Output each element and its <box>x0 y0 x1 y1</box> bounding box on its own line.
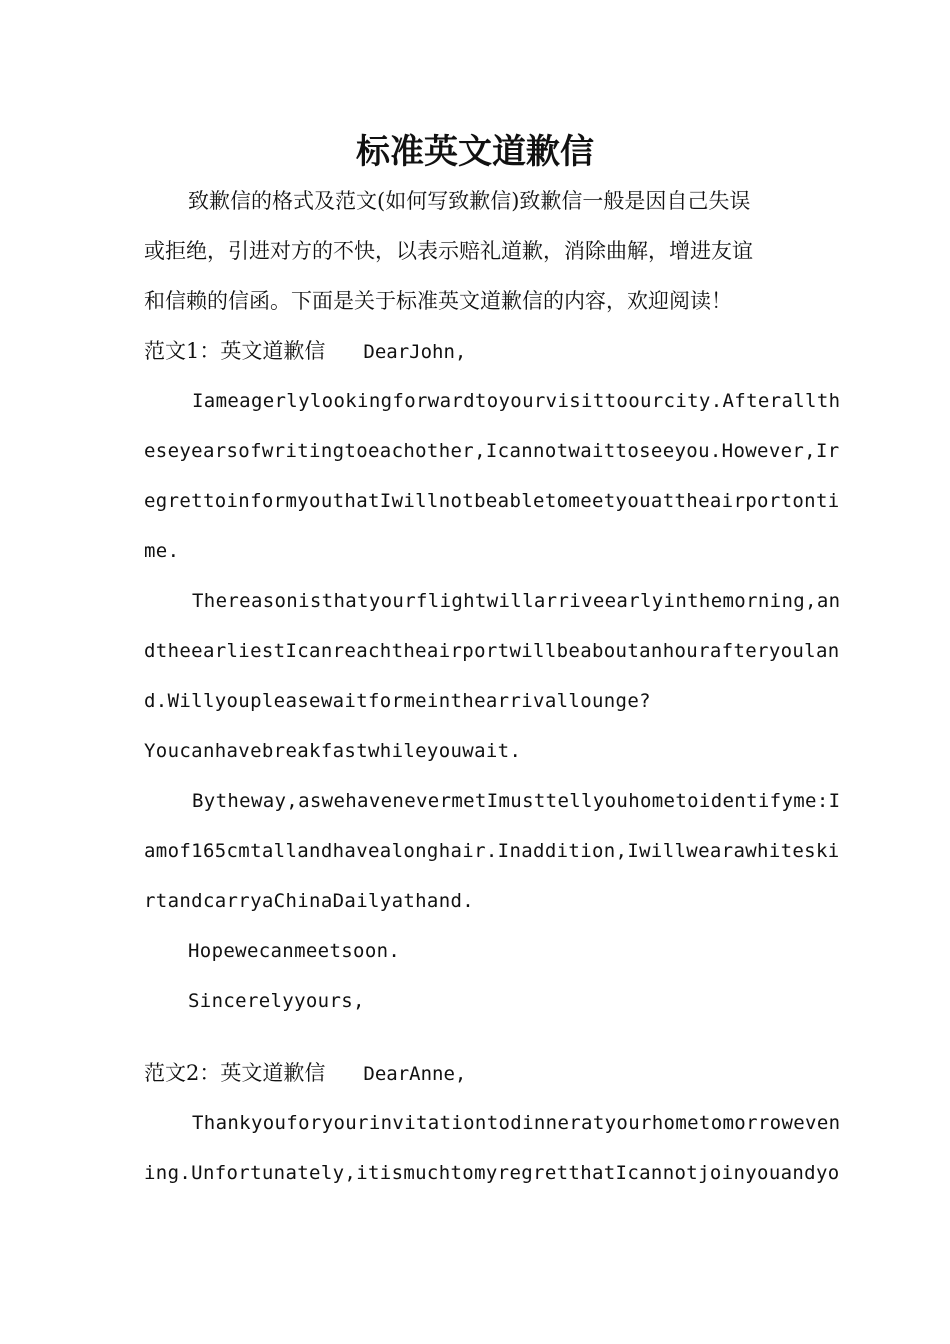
sample1-para1-line-3: egrettoinformyouthatIwillnotbeabletomeetyouattheairportonti <box>144 490 840 512</box>
sample1-salutation: DearJohn, <box>363 341 467 363</box>
sample1-para1-line-1: Iameagerlylookingforwardtoyourvisittoourcity.Afterallth <box>192 390 841 412</box>
sample1-para3-line-3: rtandcarryaChinaDailyathand. <box>144 890 475 912</box>
sample2-heading: 范文2：英文道歉信 <box>144 1061 326 1085</box>
sample1-para3-line-1: Bytheway,aswehavenevermetImusttellyouhometoidentifyme:I <box>192 790 841 812</box>
intro-line-2: 或拒绝，引进对方的不快，以表示赔礼道歉，消除曲解，增进友谊 <box>144 239 753 263</box>
sample1-para2-line-2: dtheearliestIcanreachtheairportwillbeaboutanhourafteryoulan <box>144 640 840 662</box>
sample1-closing-2: Sincerelyyours, <box>188 990 365 1012</box>
sample2-para1-line-2: ing.Unfortunately,itismuchtomyregretthatIcannotjoinyouandyo <box>144 1162 840 1184</box>
sample1-para2-line-1: Thereasonisthatyourflightwillarriveearlyinthemorning,an <box>192 590 841 612</box>
sample1-closing-1: Hopewecanmeetsoon. <box>188 940 401 962</box>
sample2-salutation: DearAnne, <box>363 1063 467 1085</box>
intro-line-3: 和信赖的信函。下面是关于标准英文道歉信的内容，欢迎阅读！ <box>144 289 732 313</box>
sample1-heading-line <box>144 336 824 367</box>
document-title: 标准英文道歉信 <box>356 132 594 172</box>
sample1-para1-line-2: eseyearsofwritingtoeachother,Icannotwaittoseeyou.However,Ir <box>144 440 840 462</box>
sample1-heading: 范文1：英文道歉信 <box>144 339 326 363</box>
sample2-heading-line <box>144 1058 824 1089</box>
sample1-para1-line-4: me. <box>144 540 180 562</box>
sample2-para1-line-1: Thankyouforyourinvitationtodinneratyourhometomorroweven <box>192 1112 841 1134</box>
sample1-para2-line-4: Youcanhavebreakfastwhileyouwait. <box>144 740 522 762</box>
intro-line-1: 致歉信的格式及范文(如何写致歉信)致歉信一般是因自己失误 <box>188 189 751 213</box>
sample1-para3-line-2: amof165cmtallandhavealonghair.Inaddition,Iwillwearawhiteski <box>144 840 840 862</box>
sample1-para2-line-3: d.Willyoupleasewaitformeinthearrivallounge? <box>144 690 651 712</box>
